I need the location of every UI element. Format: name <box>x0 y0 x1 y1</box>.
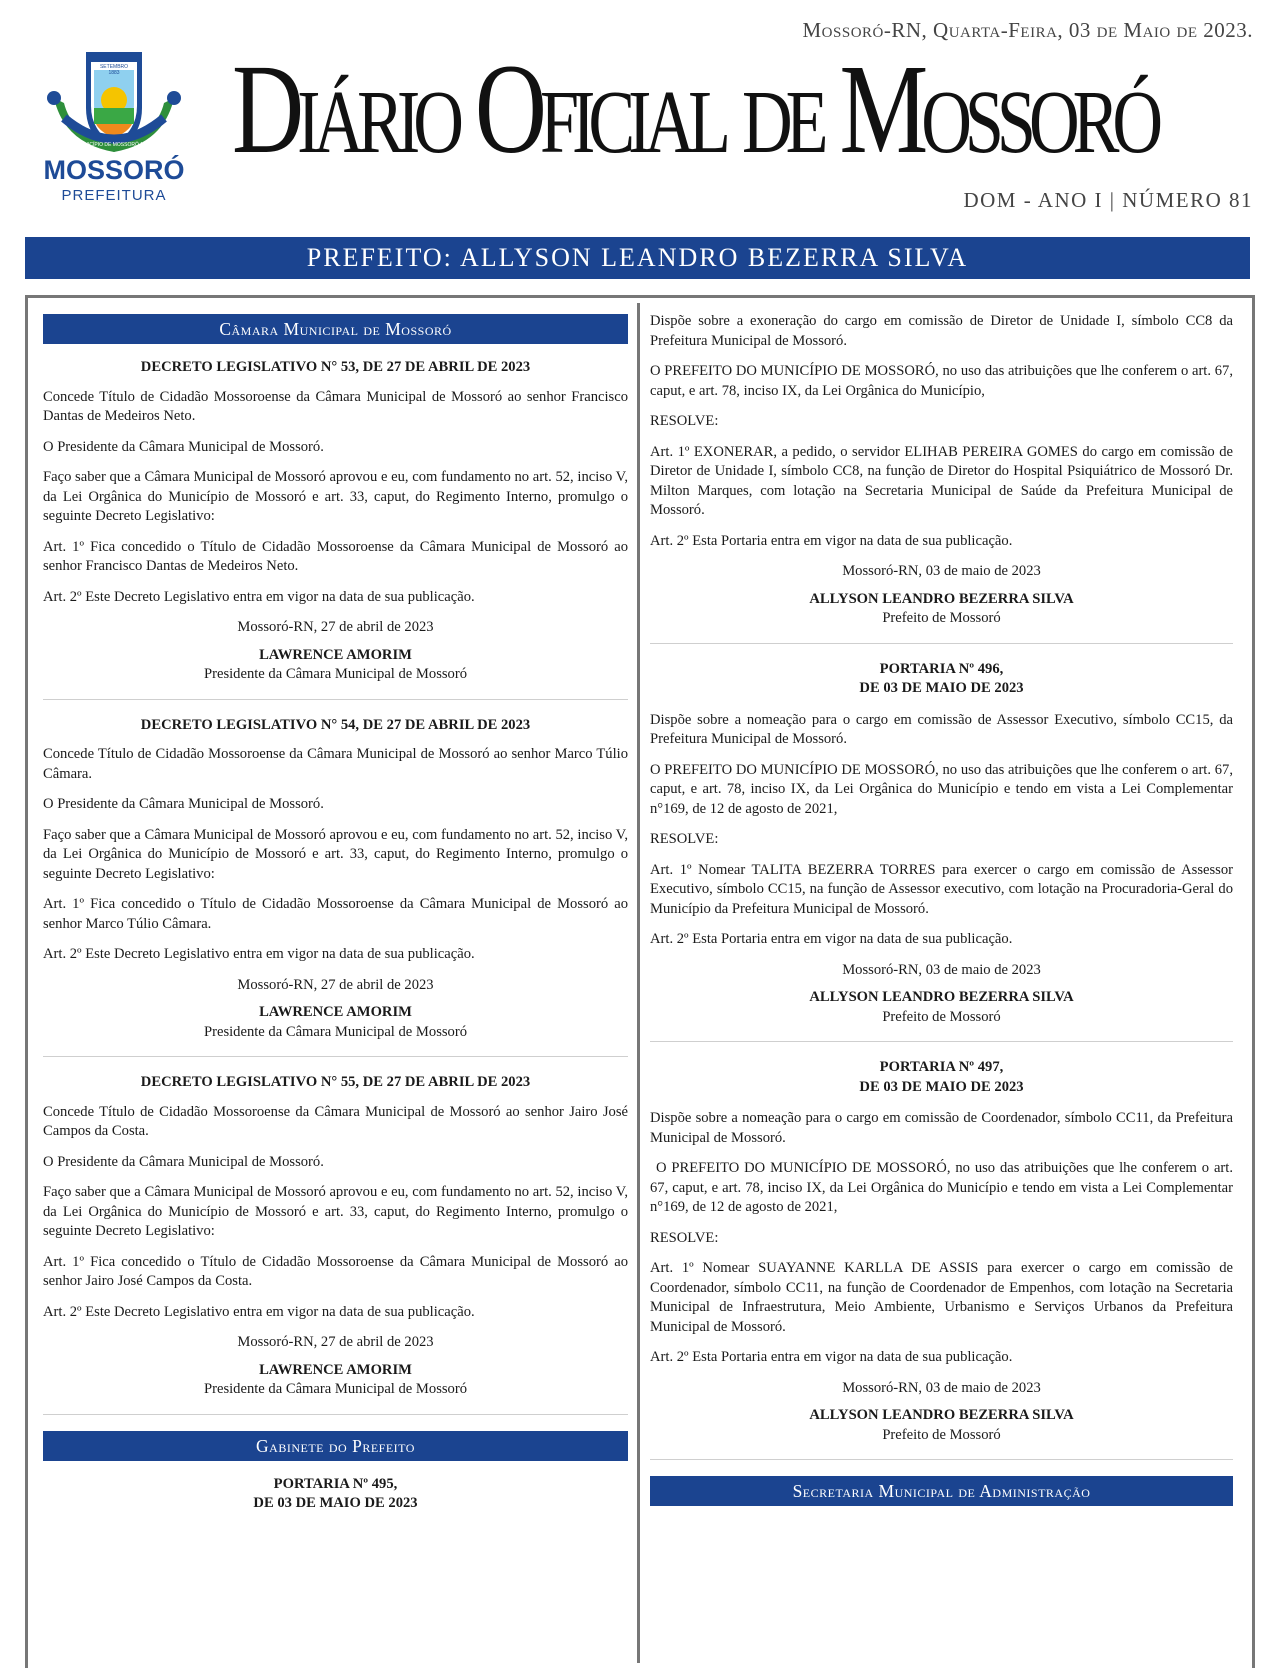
portaria-art1: Art. 1º EXONERAR, a pedido, o servidor ELIHAB PEREIRA GOMES do cargo em comissão de Diretor de Unidade I, símbolo CC8, na função de Diretor do Hospital Psiquiátrico de Mossoró Dr. Milton Marques, com lotação na Secretaria Municipal de Saúde da Prefeitura Municipal de Mossoró. <box>650 443 1233 518</box>
logo-subtitle: PREFEITURA <box>61 187 167 204</box>
decree-signer-role: Presidente da Câmara Municipal de Mossoró <box>203 1023 468 1040</box>
portaria-preamble: O PREFEITO DO MUNICÍPIO DE MOSSORÓ, no uso das atribuições que lhe conferem o art. 67, caput, e art. 78, inciso IX, da Lei Orgânica do Município e tendo em vista a Lei Complementar n°169, de 12 de agosto de 2021, <box>650 761 1233 817</box>
decree-preamble: Faço saber que a Câmara Municipal de Mossoró aprovou e eu, com fundamento no art. 52, inciso V, da Lei Orgânica do Município de Mossoró e art. 33, caput, do Regimento Interno, promulgo o seguinte Decreto Legislativo: <box>43 1184 628 1239</box>
decree-president: O Presidente da Câmara Municipal de Mossoró. <box>43 438 324 455</box>
decree-ementa: Concede Título de Cidadão Mossoroense da Câmara Municipal de Mossoró ao senhor Jairo José Campos da Costa. <box>43 1103 628 1139</box>
portaria-resolve: RESOLVE: <box>650 413 719 429</box>
dateline: Mossoró-RN, Quarta-Feira, 03 de Maio de 2023. <box>802 18 1253 42</box>
decree-preamble: Faço saber que a Câmara Municipal de Mossoró aprovou e eu, com fundamento no art. 52, inciso V, da Lei Orgânica do Município de Mossoró e art. 33, caput, do Regimento Interno, promulgo o seguinte Decreto Legislativo: <box>43 826 628 882</box>
separator <box>650 643 1233 644</box>
portaria-place-date: Mossoró-RN, 03 de maio de 2023 <box>842 961 1041 978</box>
decree-president: O Presidente da Câmara Municipal de Mossoró. <box>43 796 324 812</box>
portaria-495-body <box>650 312 1233 629</box>
decree-place-date: Mossoró-RN, 27 de abril de 2023 <box>237 1334 434 1350</box>
portaria-preamble: O PREFEITO DO MUNICÍPIO DE MOSSORÓ, no uso das atribuições que lhe conferem o art. 67, caput, e art. 78, inciso IX, da Lei Orgânica do Município e tendo em vista a Lei Complementar n°169, de 12 de agosto de 2021, <box>650 1160 1233 1215</box>
decree-title: DECRETO LEGISLATIVO N° 53, DE 27 DE ABRIL DE 2023 <box>140 359 531 375</box>
decree-signer: LAWRENCE AMORIM <box>259 1361 412 1378</box>
portaria-495-date: DE 03 DE MAIO DE 2023 <box>253 1495 418 1511</box>
decree-55 <box>43 1073 628 1400</box>
left-column <box>43 314 628 1514</box>
decree-president: O Presidente da Câmara Municipal de Mossoró. <box>43 1153 324 1170</box>
portaria-495-title: PORTARIA Nº 495, <box>273 1475 398 1492</box>
portaria-date: DE 03 DE MAIO DE 2023 <box>859 1078 1024 1095</box>
portaria-signer: ALLYSON LEANDRO BEZERRA SILVA <box>809 989 1074 1005</box>
decree-ementa: Concede Título de Cidadão Mossoroense da Câmara Municipal de Mossoró ao senhor Francisco Dantas de Medeiros Neto. <box>43 388 628 424</box>
decree-place-date: Mossoró-RN, 27 de abril de 2023 <box>237 976 434 993</box>
decree-art2: Art. 2º Este Decreto Legislativo entra em vigor na data de sua publicação. <box>43 588 475 605</box>
portaria-place-date: Mossoró-RN, 03 de maio de 2023 <box>842 1379 1041 1396</box>
portaria-art2: Art. 2º Esta Portaria entra em vigor na data de sua publicação. <box>650 532 1013 549</box>
portaria-signer: ALLYSON LEANDRO BEZERRA SILVA <box>809 590 1074 607</box>
portaria-art2: Art. 2º Esta Portaria entra em vigor na data de sua publicação. <box>650 931 1013 947</box>
portaria-title: PORTARIA Nº 497, <box>879 1059 1004 1075</box>
decree-signer-role: Presidente da Câmara Municipal de Mossoró <box>203 1381 468 1397</box>
decree-art2: Art. 2º Este Decreto Legislativo entra em vigor na data de sua publicação. <box>43 946 475 962</box>
portaria-preamble: O PREFEITO DO MUNICÍPIO DE MOSSORÓ, no uso das atribuições que lhe conferem o art. 67, caput, e art. 78, inciso IX, da Lei Orgânica do Município, <box>650 363 1233 399</box>
decree-art1: Art. 1º Fica concedido o Título de Cidadão Mossoroense da Câmara Municipal de Mossoró ao senhor Francisco Dantas de Medeiros Neto. <box>43 538 628 574</box>
portaria-497 <box>650 1058 1233 1445</box>
portaria-art1: Art. 1º Nomear SUAYANNE KARLLA DE ASSIS para exercer o cargo em comissão de Coordenador, símbolo CC11, na função de Coordenador de Empenhos, com lotação na Secretaria Municipal de Infraestrutura, Meio Ambiente, Urbanismo e Serviços Urbanos da Prefeitura Municipal de Mossoró. <box>650 1260 1233 1335</box>
portaria-art1: Art. 1º Nomear TALITA BEZERRA TORRES para exercer o cargo em comissão de Assessor Executivo, símbolo CC15, na função de Assessor executivo, com lotação na Procuradoria-Geral do Município da Prefeitura Municipal de Mossoró. <box>650 861 1233 917</box>
decree-signer: LAWRENCE AMORIM <box>259 646 412 663</box>
portaria-496 <box>650 660 1233 1028</box>
mayor-banner: PREFEITO: ALLYSON LEANDRO BEZERRA SILVA <box>25 237 1250 279</box>
decree-preamble: Faço saber que a Câmara Municipal de Mossoró aprovou e eu, com fundamento no art. 52, inciso V, da Lei Orgânica do Município de Mossoró e art. 33, caput, do Regimento Interno, promulgo o seguinte Decreto Legislativo: <box>43 469 628 524</box>
separator <box>650 1041 1233 1042</box>
decree-art1: Art. 1º Fica concedido o Título de Cidadão Mossoroense da Câmara Municipal de Mossoró ao senhor Marco Túlio Câmara. <box>43 896 628 932</box>
portaria-ementa: Dispõe sobre a exoneração do cargo em comissão de Diretor de Unidade I, símbolo CC8 da Prefeitura Municipal de Mossoró. <box>650 313 1233 349</box>
decree-title: DECRETO LEGISLATIVO N° 54, DE 27 DE ABRIL DE 2023 <box>140 716 531 733</box>
portaria-signer: ALLYSON LEANDRO BEZERRA SILVA <box>809 1407 1074 1423</box>
portaria-signer-role: Prefeito de Mossoró <box>882 610 1001 626</box>
decree-ementa: Concede Título de Cidadão Mossoroense da Câmara Municipal de Mossoró ao senhor Marco Túlio Câmara. <box>43 746 628 782</box>
separator <box>650 1459 1233 1460</box>
section-header-camara: Câmara Municipal de Mossoró <box>43 314 628 344</box>
section-header-gabinete: Gabinete do Prefeito <box>43 1431 628 1461</box>
right-column <box>650 312 1233 1520</box>
edition-number: DOM - ANO I | NÚMERO 81 <box>963 188 1253 212</box>
separator <box>43 1056 628 1057</box>
decree-place-date: Mossoró-RN, 27 de abril de 2023 <box>237 619 434 635</box>
decree-signer-role: Presidente da Câmara Municipal de Mossoró <box>203 666 468 682</box>
portaria-resolve: RESOLVE: <box>650 1229 719 1246</box>
separator <box>43 1414 628 1415</box>
portaria-signer-role: Prefeito de Mossoró <box>882 1426 1001 1443</box>
portaria-signer-role: Prefeito de Mossoró <box>882 1008 1001 1025</box>
decree-title: DECRETO LEGISLATIVO N° 55, DE 27 DE ABRIL DE 2023 <box>140 1074 531 1090</box>
portaria-ementa: Dispõe sobre a nomeação para o cargo em comissão de Assessor Executivo, símbolo CC15, da Prefeitura Municipal de Mossoró. <box>650 711 1233 747</box>
masthead-title: Diário Oficial de Mossoró <box>232 38 1157 180</box>
portaria-resolve: RESOLVE: <box>650 831 719 847</box>
decree-art2: Art. 2º Este Decreto Legislativo entra em vigor na data de sua publicação. <box>43 1303 475 1320</box>
logo-city-name: MOSSORÓ <box>43 155 185 185</box>
portaria-title: PORTARIA Nº 496, <box>879 660 1004 677</box>
decree-art1: Art. 1º Fica concedido o Título de Cidadão Mossoroense da Câmara Municipal de Mossoró ao senhor Jairo José Campos da Costa. <box>43 1253 628 1289</box>
column-divider <box>637 303 640 1663</box>
separator <box>43 699 628 700</box>
section-header-administracao: Secretaria Municipal de Administração <box>650 1476 1233 1506</box>
portaria-art2: Art. 2º Esta Portaria entra em vigor na data de sua publicação. <box>650 1349 1013 1365</box>
portaria-ementa: Dispõe sobre a nomeação para o cargo em comissão de Coordenador, símbolo CC11, da Prefeitura Municipal de Mossoró. <box>650 1110 1233 1146</box>
portaria-place-date: Mossoró-RN, 03 de maio de 2023 <box>842 563 1041 579</box>
decree-54 <box>43 716 628 1043</box>
decree-53 <box>43 358 628 685</box>
crest-ring-top: 30 DE SETEMBRO 1883 <box>99 58 129 76</box>
decree-signer: LAWRENCE AMORIM <box>259 1004 412 1020</box>
crest-ring-bottom: MUNICÍPIO DE MOSSORÓ 1852 <box>76 142 152 148</box>
portaria-date: DE 03 DE MAIO DE 2023 <box>859 680 1024 696</box>
